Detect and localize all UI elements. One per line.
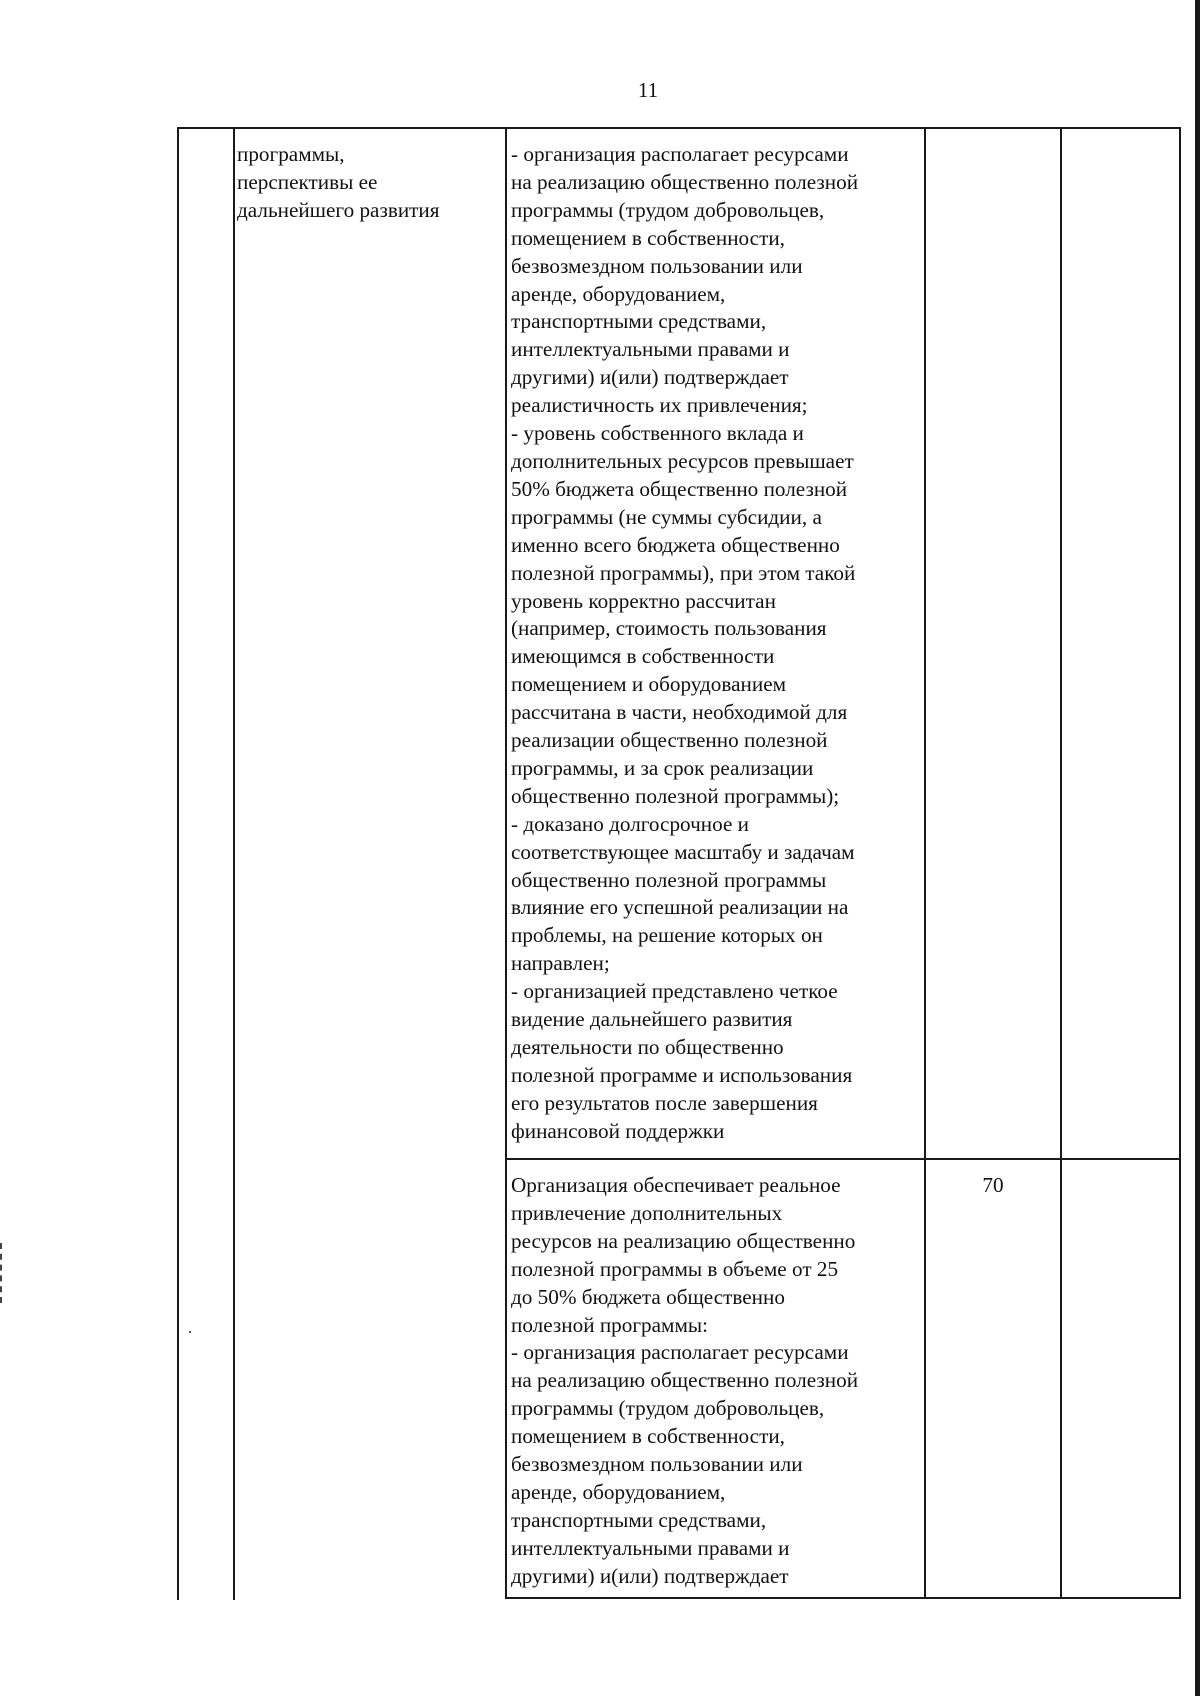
table-top-border bbox=[177, 127, 1180, 129]
col-border-6 bbox=[1179, 127, 1181, 1599]
criterion-label: программы, перспективы ее дальнейшего развития bbox=[237, 142, 440, 222]
page-number: 11 bbox=[637, 78, 659, 102]
col-border-4 bbox=[924, 127, 926, 1599]
col-border-5 bbox=[1060, 127, 1062, 1599]
row-description: Организация обеспечивает реальное привлечение дополнительных ресурсов на реализацию общественно полезной программы в объеме от 25 до 50% бюджета общественно полезной программы: - организация располагает ресурсами на реализацию общественно полезной программы (трудом добровольцев, помещением в собственности, безвозмездном пользовании или аренде, оборудованием, транспортными средствами, интеллектуальными правами и другими) и(или) подтверждает bbox=[511, 1173, 859, 1588]
col-border-3 bbox=[505, 127, 507, 1599]
row-description: - организация располагает ресурсами на реализацию общественно полезной программы (трудом добровольцев, помещением в собственности, безвозмездном пользовании или аренде, оборудованием, транспортными средствами, интеллектуальными правами и другими) и(или) подтверждает реалистичность их привлечения; - уровень собственного вклада и дополнительных ресурсов превышает 50% бюджета общественно полезной программы (не суммы субсидии, а именно всего бюджета общественно полезной программы), при этом такой уровень корректно рассчитан (например, стоимость пользования имеющимся в собственности помещением и оборудованием рассчитана в части, необходимой для реализации общественно полезной программы, и за срок реализации общественно полезной программы); - доказано долгосрочное и соответствующее масштабу и задачам общественно полезной программы влияние его успешной реализации на проблемы, на решение которых он направлен; - организацией представлено четкое видение дальнейшего развития деятельности по общественно полезной программе и использования его результатов после завершения финансовой поддержки bbox=[511, 142, 859, 1143]
row-divider bbox=[505, 1158, 1180, 1160]
scan-artifact bbox=[0, 1243, 4, 1303]
scan-edge bbox=[1195, 0, 1200, 1696]
col-border-2 bbox=[233, 127, 235, 1600]
scan-dot bbox=[189, 1331, 191, 1333]
col-border-1 bbox=[177, 127, 179, 1600]
table-bottom-border bbox=[505, 1597, 1180, 1599]
row-score: 70 bbox=[982, 1173, 1004, 1197]
